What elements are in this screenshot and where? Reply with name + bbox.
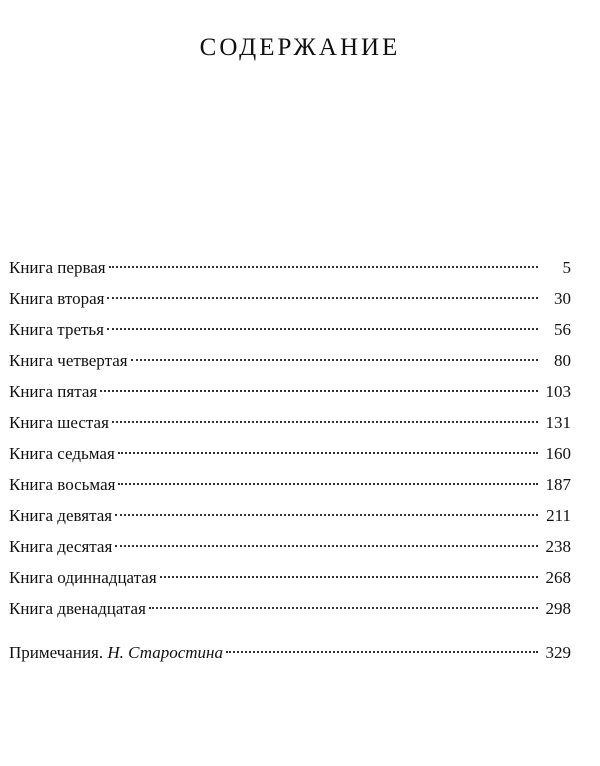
toc-entry-page: 80 [554,351,571,370]
toc-entry [9,252,571,283]
toc-entry-page: 103 [545,382,571,401]
toc-entry-label: Книга одиннадцатая [9,568,157,587]
dot-leader [109,266,538,268]
toc-entry-label: Книга четвертая [9,351,128,370]
toc-entry-page: 56 [554,320,571,339]
toc-entry [9,376,571,407]
toc-entry-label: Книга вторая [9,289,105,308]
toc-notes-page: 329 [545,643,571,662]
toc-entry-page: 5 [562,258,571,277]
dot-leader [107,297,538,299]
toc-entry-label: Книга восьмая [9,475,116,494]
toc-entry [9,314,571,345]
notes-author: Н. Старостина [107,643,223,662]
toc-entry [9,469,571,500]
toc-entry-label: Книга третья [9,320,104,339]
dot-leader [118,483,538,485]
toc-entry-page: 30 [554,289,571,308]
toc-entry-label: Книга седьмая [9,444,115,463]
notes-title: Примечания. [9,643,104,662]
dot-leader [112,421,538,423]
toc-entry-label: Книга пятая [9,382,98,401]
toc-entry-label: Книга первая [9,258,106,277]
toc-entry [9,531,571,562]
dot-leader [100,390,538,392]
table-of-contents [9,252,571,668]
toc-entry [9,345,571,376]
dot-leader [226,651,538,653]
dot-leader [115,514,538,516]
toc-entry-label: Книга десятая [9,537,113,556]
toc-notes-label [9,637,223,668]
toc-entry-notes [9,637,571,668]
dot-leader [160,576,538,578]
toc-entry-label: Книга двенадцатая [9,599,146,618]
toc-entry [9,593,571,624]
toc-entry-label: Книга шестая [9,413,109,432]
toc-entry [9,407,571,438]
page-title: СОДЕРЖАНИЕ [199,34,401,61]
toc-entry-label: Книга девятая [9,506,113,525]
toc-entry-page: 268 [545,568,571,587]
toc-entry [9,283,571,314]
toc-entry [9,438,571,469]
dot-leader [149,607,538,609]
toc-entry [9,500,571,531]
toc-entry-page: 131 [545,413,571,432]
toc-entry [9,562,571,593]
toc-entry-page: 160 [545,444,571,463]
toc-entry-page: 298 [545,599,571,618]
dot-leader [131,359,538,361]
toc-entry-page: 187 [545,475,571,494]
dot-leader [107,328,538,330]
dot-leader [115,545,538,547]
toc-entry-page: 238 [545,537,571,556]
dot-leader [118,452,538,454]
toc-entry-page: 211 [546,506,571,525]
